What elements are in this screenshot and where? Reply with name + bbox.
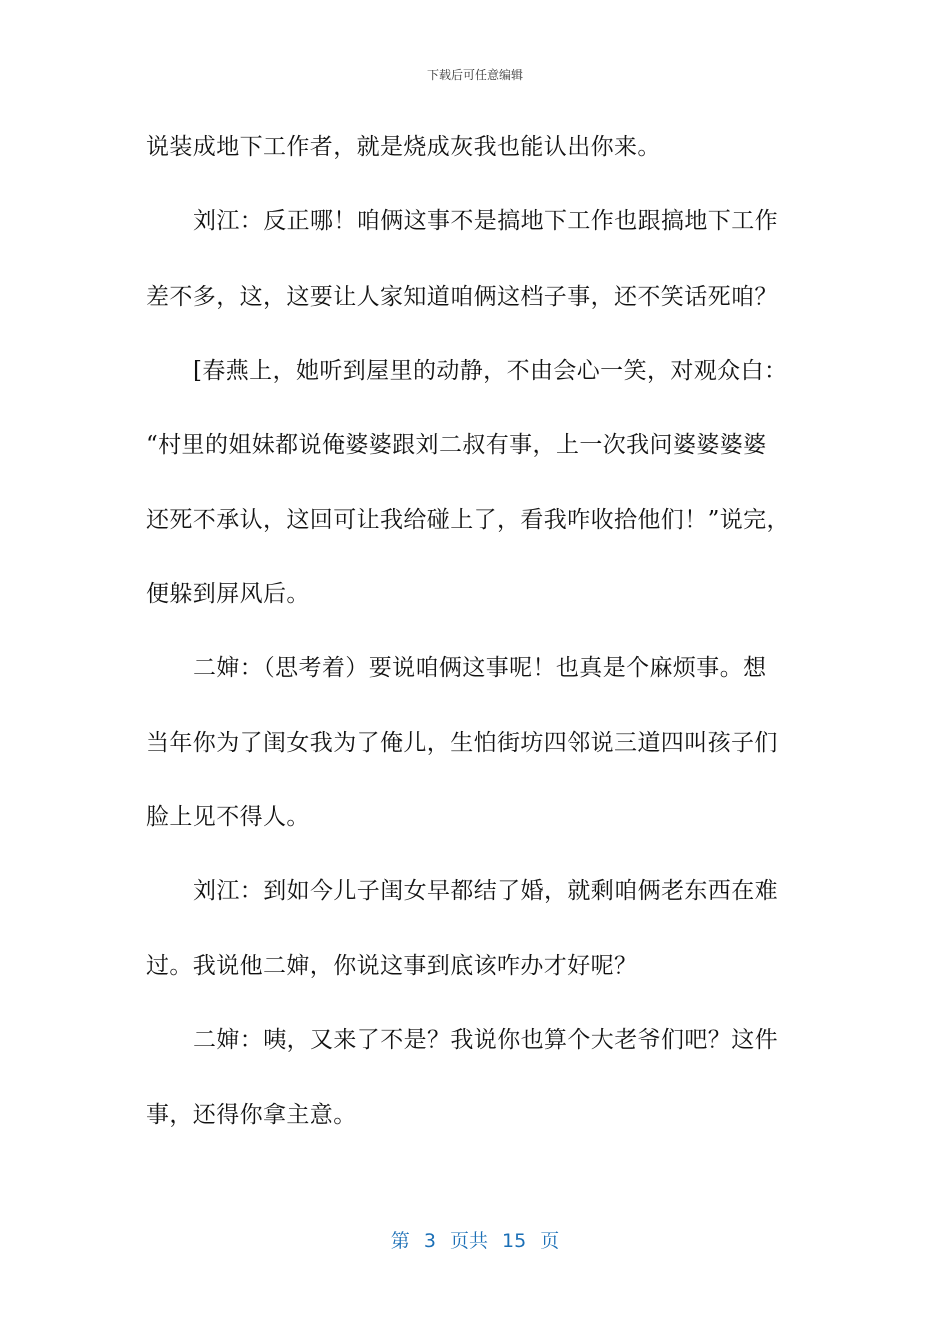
- page-header: 下载后可任意编辑: [426, 68, 523, 82]
- text-line-4: [春燕上，她听到屋里的动静，不由会心一笑，对观众白：: [193, 358, 788, 384]
- text-line-9: 当年你为了闺女我为了俺儿，生怕街坊四邻说三道四叫孩子们: [146, 730, 778, 756]
- text-line-6: 还死不承认，这回可让我给碰上了，看我咋收拾他们！”说完，: [146, 507, 790, 533]
- text-line-3: 差不多，这，这要让人家知道咱俩这档子事，还不笑话死咱？: [146, 284, 778, 310]
- text-line-13: 二婶：咦，又来了不是？我说你也算个大老爷们吧？这件: [193, 1027, 778, 1053]
- text-line-5: “村里的姐妹都说俺婆婆跟刘二叔有事，上一次我问婆婆婆婆: [146, 432, 767, 458]
- page-footer: 第 3 页共 15 页: [390, 1230, 560, 1252]
- text-line-14: 事，还得你拿主意。: [146, 1102, 357, 1128]
- text-line-11: 刘江：到如今儿子闺女早都结了婚，就剩咱俩老东西在难: [193, 878, 778, 904]
- text-line-7: 便躲到屏风后。: [146, 581, 310, 607]
- text-line-12: 过。我说他二婶，你说这事到底该咋办才好呢？: [146, 953, 638, 979]
- text-line-2: 刘江：反正哪！咱俩这事不是搞地下工作也跟搞地下工作: [193, 208, 778, 234]
- text-line-1: 说装成地下工作者，就是烧成灰我也能认出你来。: [146, 134, 661, 160]
- text-line-10: 脸上见不得人。: [146, 804, 310, 830]
- text-line-8: 二婶：（思考着）要说咱俩这事呢！也真是个麻烦事。想: [193, 655, 767, 681]
